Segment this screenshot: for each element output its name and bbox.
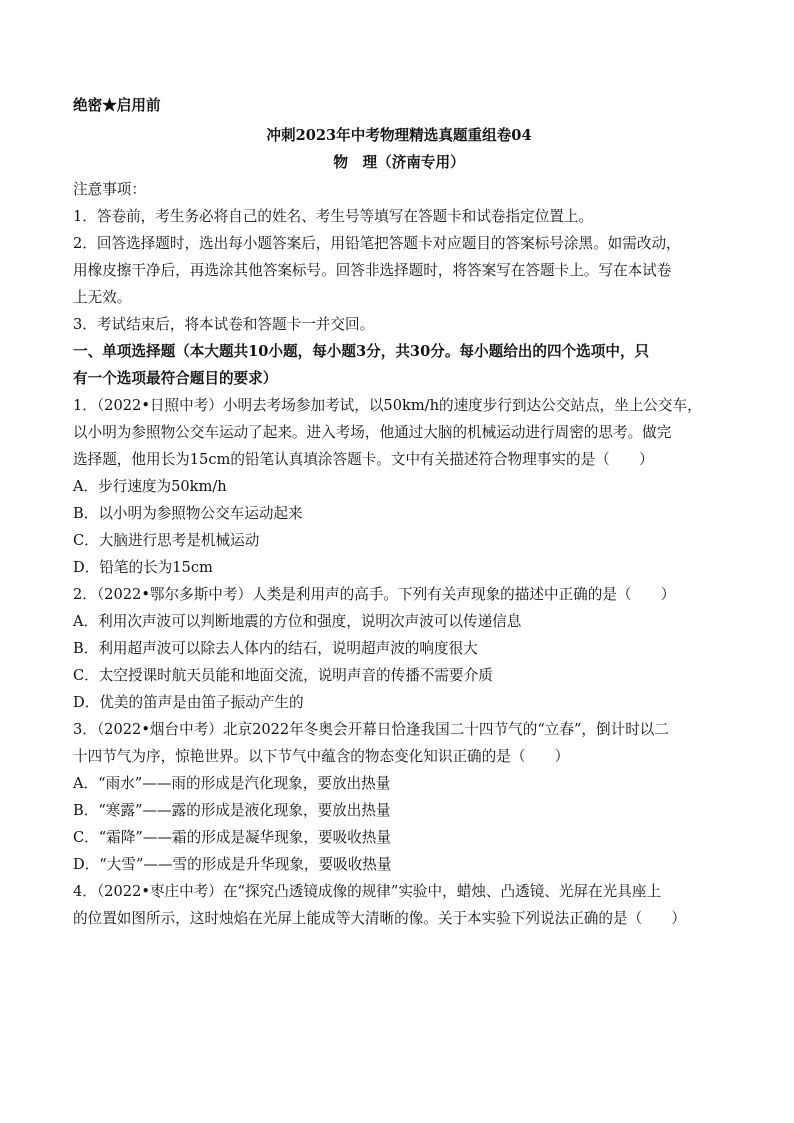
notes-line: 3．考试结束后，将本试卷和答题卡一并交回。	[73, 316, 375, 333]
notes-heading: 注意事项：	[73, 181, 146, 198]
section-heading	[73, 338, 725, 392]
question-stem-line: 4．（2022•枣庄中考）在“探究凸透镜成像的规律”实验中，蜡烛、凸透镜、光屏在光具座上	[73, 883, 662, 900]
option-c: C．大脑进行思考是机械运动	[73, 532, 260, 549]
option-c: C．“霜降”——霜的形成是凝华现象，要吸收热量	[73, 829, 391, 846]
section-heading-line: 有一个选项最符合题目的要求）	[73, 370, 278, 387]
question-stem-line: 以小明为参照物公交车运动了起来。进入考场，他通过大脑的机械运动进行周密的思考。做完	[73, 424, 672, 441]
question-2	[73, 581, 725, 716]
option-b: B．“寒露”——露的形成是液化现象，要放出热量	[73, 802, 391, 819]
option-c: C．太空授课时航天员能和地面交流，说明声音的传播不需要介质	[73, 667, 493, 684]
notes-line: 1．答卷前，考生务必将自己的姓名、考生号等填写在答题卡和试卷指定位置上。	[73, 208, 594, 225]
question-stem-line: 十四节气为序，惊艳世界。以下节气中蕴含的物态变化知识正确的是（ ）	[73, 748, 570, 765]
option-a: A．步行速度为50km/h	[73, 478, 227, 495]
notes-line: 用橡皮擦干净后，再选涂其他答案标号。回答非选择题时，将答案写在答题卡上。写在本试卷	[73, 262, 672, 279]
option-b: B．利用超声波可以除去人体内的结石，说明超声波的响度很大	[73, 640, 478, 657]
option-a: A．利用次声波可以判断地震的方位和强度，说明次声波可以传递信息	[73, 613, 522, 630]
notes-line: 2．回答选择题时，选出每小题答案后，用铅笔把答题卡对应题目的答案标号涂黑。如需改动，	[73, 235, 681, 252]
exam-title: 冲刺2023年中考物理精选真题重组卷04	[266, 127, 532, 144]
option-d: D．优美的笛声是由笛子振动产生的	[73, 694, 304, 711]
exam-page	[73, 92, 725, 932]
option-d: D．铅笔的长为15cm	[73, 559, 213, 576]
option-b: B．以小明为参照物公交车运动起来	[73, 505, 303, 522]
question-stem-line: 的位置如图所示，这时烛焰在光屏上能成等大清晰的像。关于本实验下列说法正确的是（ ）	[73, 910, 686, 927]
notes-line: 上无效。	[73, 289, 132, 306]
question-stem-line: 2．（2022•鄂尔多斯中考）人类是利用声的高手。下列有关声现象的描述中正确的是（ ）	[73, 586, 676, 603]
question-1	[73, 392, 725, 581]
option-d: D．“大雪”——雪的形成是升华现象，要吸收热量	[73, 856, 392, 873]
secret-label: 绝密★启用前	[73, 97, 161, 114]
question-4	[73, 878, 725, 932]
question-stem-line: 选择题，他用长为15cm的铅笔认真填涂答题卡。文中有关描述符合物理事实的是（ ）	[73, 451, 654, 468]
question-stem-line: 1．（2022•日照中考）小明去考场参加考试，以50km/h的速度步行到达公交站点，坐上公交车，	[73, 397, 702, 414]
section-heading-line: 一、单项选择题（本大题共10小题，每小题3分，共30分。每小题给出的四个选项中，只	[73, 343, 650, 360]
question-3	[73, 716, 725, 878]
notes-block	[73, 176, 725, 338]
exam-subtitle: 物 理（济南专用）	[333, 154, 465, 171]
option-a: A．“雨水”——雨的形成是汽化现象，要放出热量	[73, 775, 391, 792]
question-stem-line: 3．（2022•烟台中考）北京2022年冬奥会开幕日恰逢我国二十四节气的“立春”，倒计时以二	[73, 721, 669, 738]
